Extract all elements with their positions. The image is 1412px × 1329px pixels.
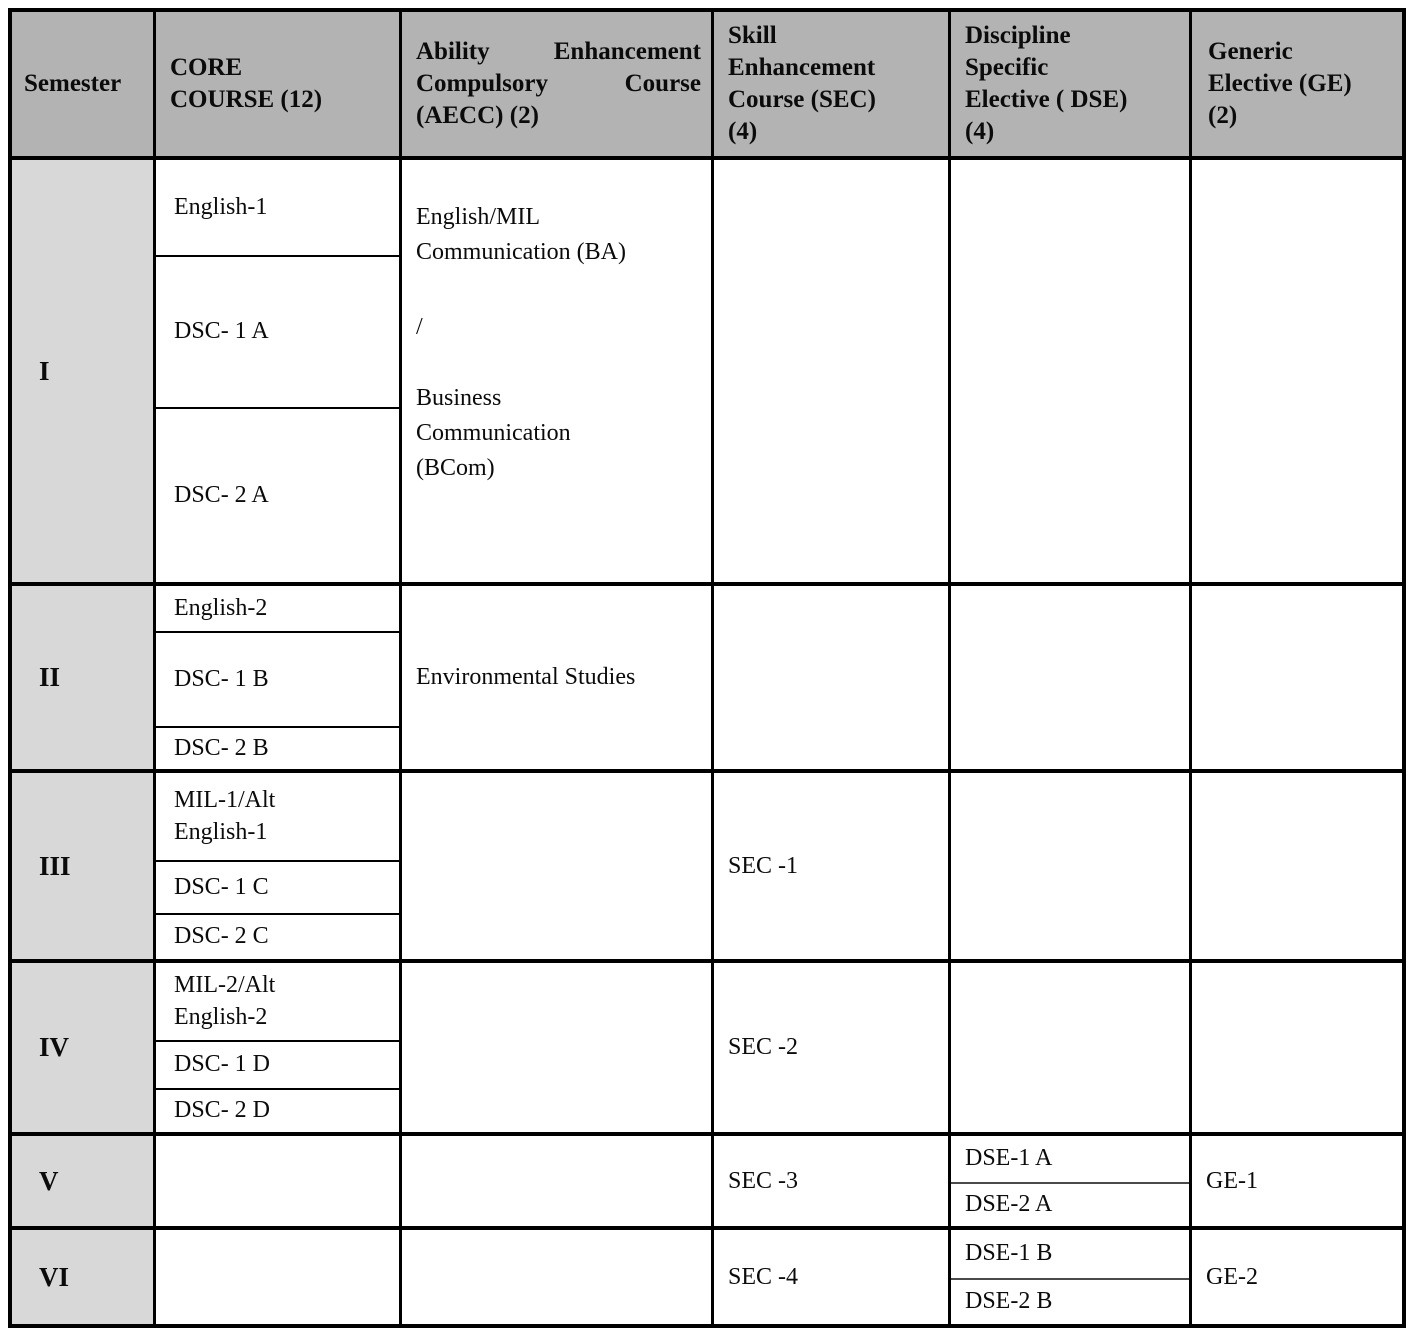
core-course-item: DSC- 1 C [156, 860, 399, 913]
core-course-item: DSC- 1 D [156, 1040, 399, 1088]
header-semester-label: Semester [24, 70, 122, 97]
table-header-row [12, 12, 1402, 156]
semester-cell [12, 1230, 156, 1324]
sec-course: SEC -1 [728, 852, 799, 879]
sec-cell [714, 773, 951, 959]
core-course-cell [156, 1136, 402, 1226]
course-structure-table [8, 8, 1406, 1328]
core-course-item: DSC- 2 C [156, 913, 399, 959]
semester-label: IV [39, 1032, 70, 1062]
dse-cell [951, 773, 1192, 959]
semester-label: II [39, 662, 61, 692]
core-course-item: MIL-2/Alt English-2 [174, 972, 276, 1030]
core-course-item: English-2 [174, 594, 268, 621]
sec-course: SEC -3 [728, 1167, 799, 1194]
dse-cell [951, 160, 1192, 582]
semester-label: VI [39, 1261, 70, 1292]
row-semester-6 [12, 1226, 1402, 1324]
core-course-cell [156, 963, 402, 1132]
dse-cell [951, 1136, 1192, 1226]
semester-cell [12, 1136, 156, 1226]
header-core-course-label: CORE COURSE (12) [170, 54, 323, 113]
header-dse [951, 12, 1192, 156]
ge-course: GE-2 [1206, 1263, 1258, 1290]
core-course-cell [156, 586, 402, 769]
core-course-item: DSC- 1 A [156, 255, 399, 407]
sec-cell [714, 160, 951, 582]
row-semester-4 [12, 959, 1402, 1132]
ge-cell [1192, 1136, 1402, 1226]
header-dse-label: Discipline Specific Elective ( DSE) (4) [965, 22, 1128, 145]
aecc-cell [402, 1136, 714, 1226]
aecc-option-bcom: Business Communication (BCom) [416, 385, 571, 481]
ge-course: GE-1 [1206, 1167, 1258, 1194]
header-ge [1192, 12, 1402, 156]
aecc-cell [402, 160, 714, 582]
row-semester-3 [12, 769, 1402, 959]
aecc-cell [402, 1230, 714, 1324]
header-ge-label: Generic Elective (GE) (2) [1208, 38, 1352, 129]
dse-cell [951, 963, 1192, 1132]
dse-cell [951, 1230, 1192, 1324]
aecc-course: Environmental Studies [416, 664, 636, 690]
dse-course-item: DSE-1 A [965, 1145, 1053, 1172]
ge-cell [1192, 963, 1402, 1132]
sec-course: SEC -4 [728, 1263, 799, 1290]
semester-label: V [39, 1165, 59, 1196]
sec-course: SEC -2 [728, 1034, 799, 1060]
aecc-cell [402, 586, 714, 769]
header-aecc-label: Ability Enhancement Compulsory Course (AECC) (2) [416, 38, 701, 129]
sec-cell [714, 963, 951, 1132]
dse-course-item: DSE-2 B [951, 1278, 1189, 1324]
semester-cell [12, 963, 156, 1132]
core-course-cell [156, 773, 402, 959]
core-course-item: DSC- 2 D [156, 1088, 399, 1132]
core-course-cell [156, 1230, 402, 1324]
ge-cell [1192, 1230, 1402, 1324]
semester-label: I [39, 355, 50, 386]
core-course-item: MIL-1/Alt English-1 [174, 787, 276, 845]
ge-cell [1192, 160, 1402, 582]
header-semester [12, 12, 156, 156]
row-semester-1 [12, 156, 1402, 582]
semester-cell [12, 773, 156, 959]
semester-cell [12, 586, 156, 769]
core-course-item: DSC- 2 A [156, 407, 399, 582]
core-course-cell [156, 160, 402, 582]
sec-cell [714, 1136, 951, 1226]
semester-cell [12, 160, 156, 582]
aecc-cell [402, 773, 714, 959]
header-sec [714, 12, 951, 156]
aecc-option-ba: English/MIL Communication (BA) [416, 204, 626, 265]
row-semester-5 [12, 1132, 1402, 1226]
aecc-cell [402, 963, 714, 1132]
core-course-item: DSC- 1 B [156, 631, 399, 726]
sec-cell [714, 586, 951, 769]
ge-cell [1192, 586, 1402, 769]
dse-course-item: DSE-2 A [951, 1182, 1189, 1226]
header-aecc [402, 12, 714, 156]
dse-course-item: DSE-1 B [965, 1240, 1053, 1267]
header-core-course [156, 12, 402, 156]
semester-label: III [39, 850, 71, 881]
sec-cell [714, 1230, 951, 1324]
core-course-item: English-1 [174, 193, 268, 220]
aecc-or-slash: / [416, 314, 423, 340]
ge-cell [1192, 773, 1402, 959]
dse-cell [951, 586, 1192, 769]
core-course-item: DSC- 2 B [156, 726, 399, 769]
header-sec-label: Skill Enhancement Course (SEC) (4) [728, 22, 876, 145]
row-semester-2 [12, 582, 1402, 769]
